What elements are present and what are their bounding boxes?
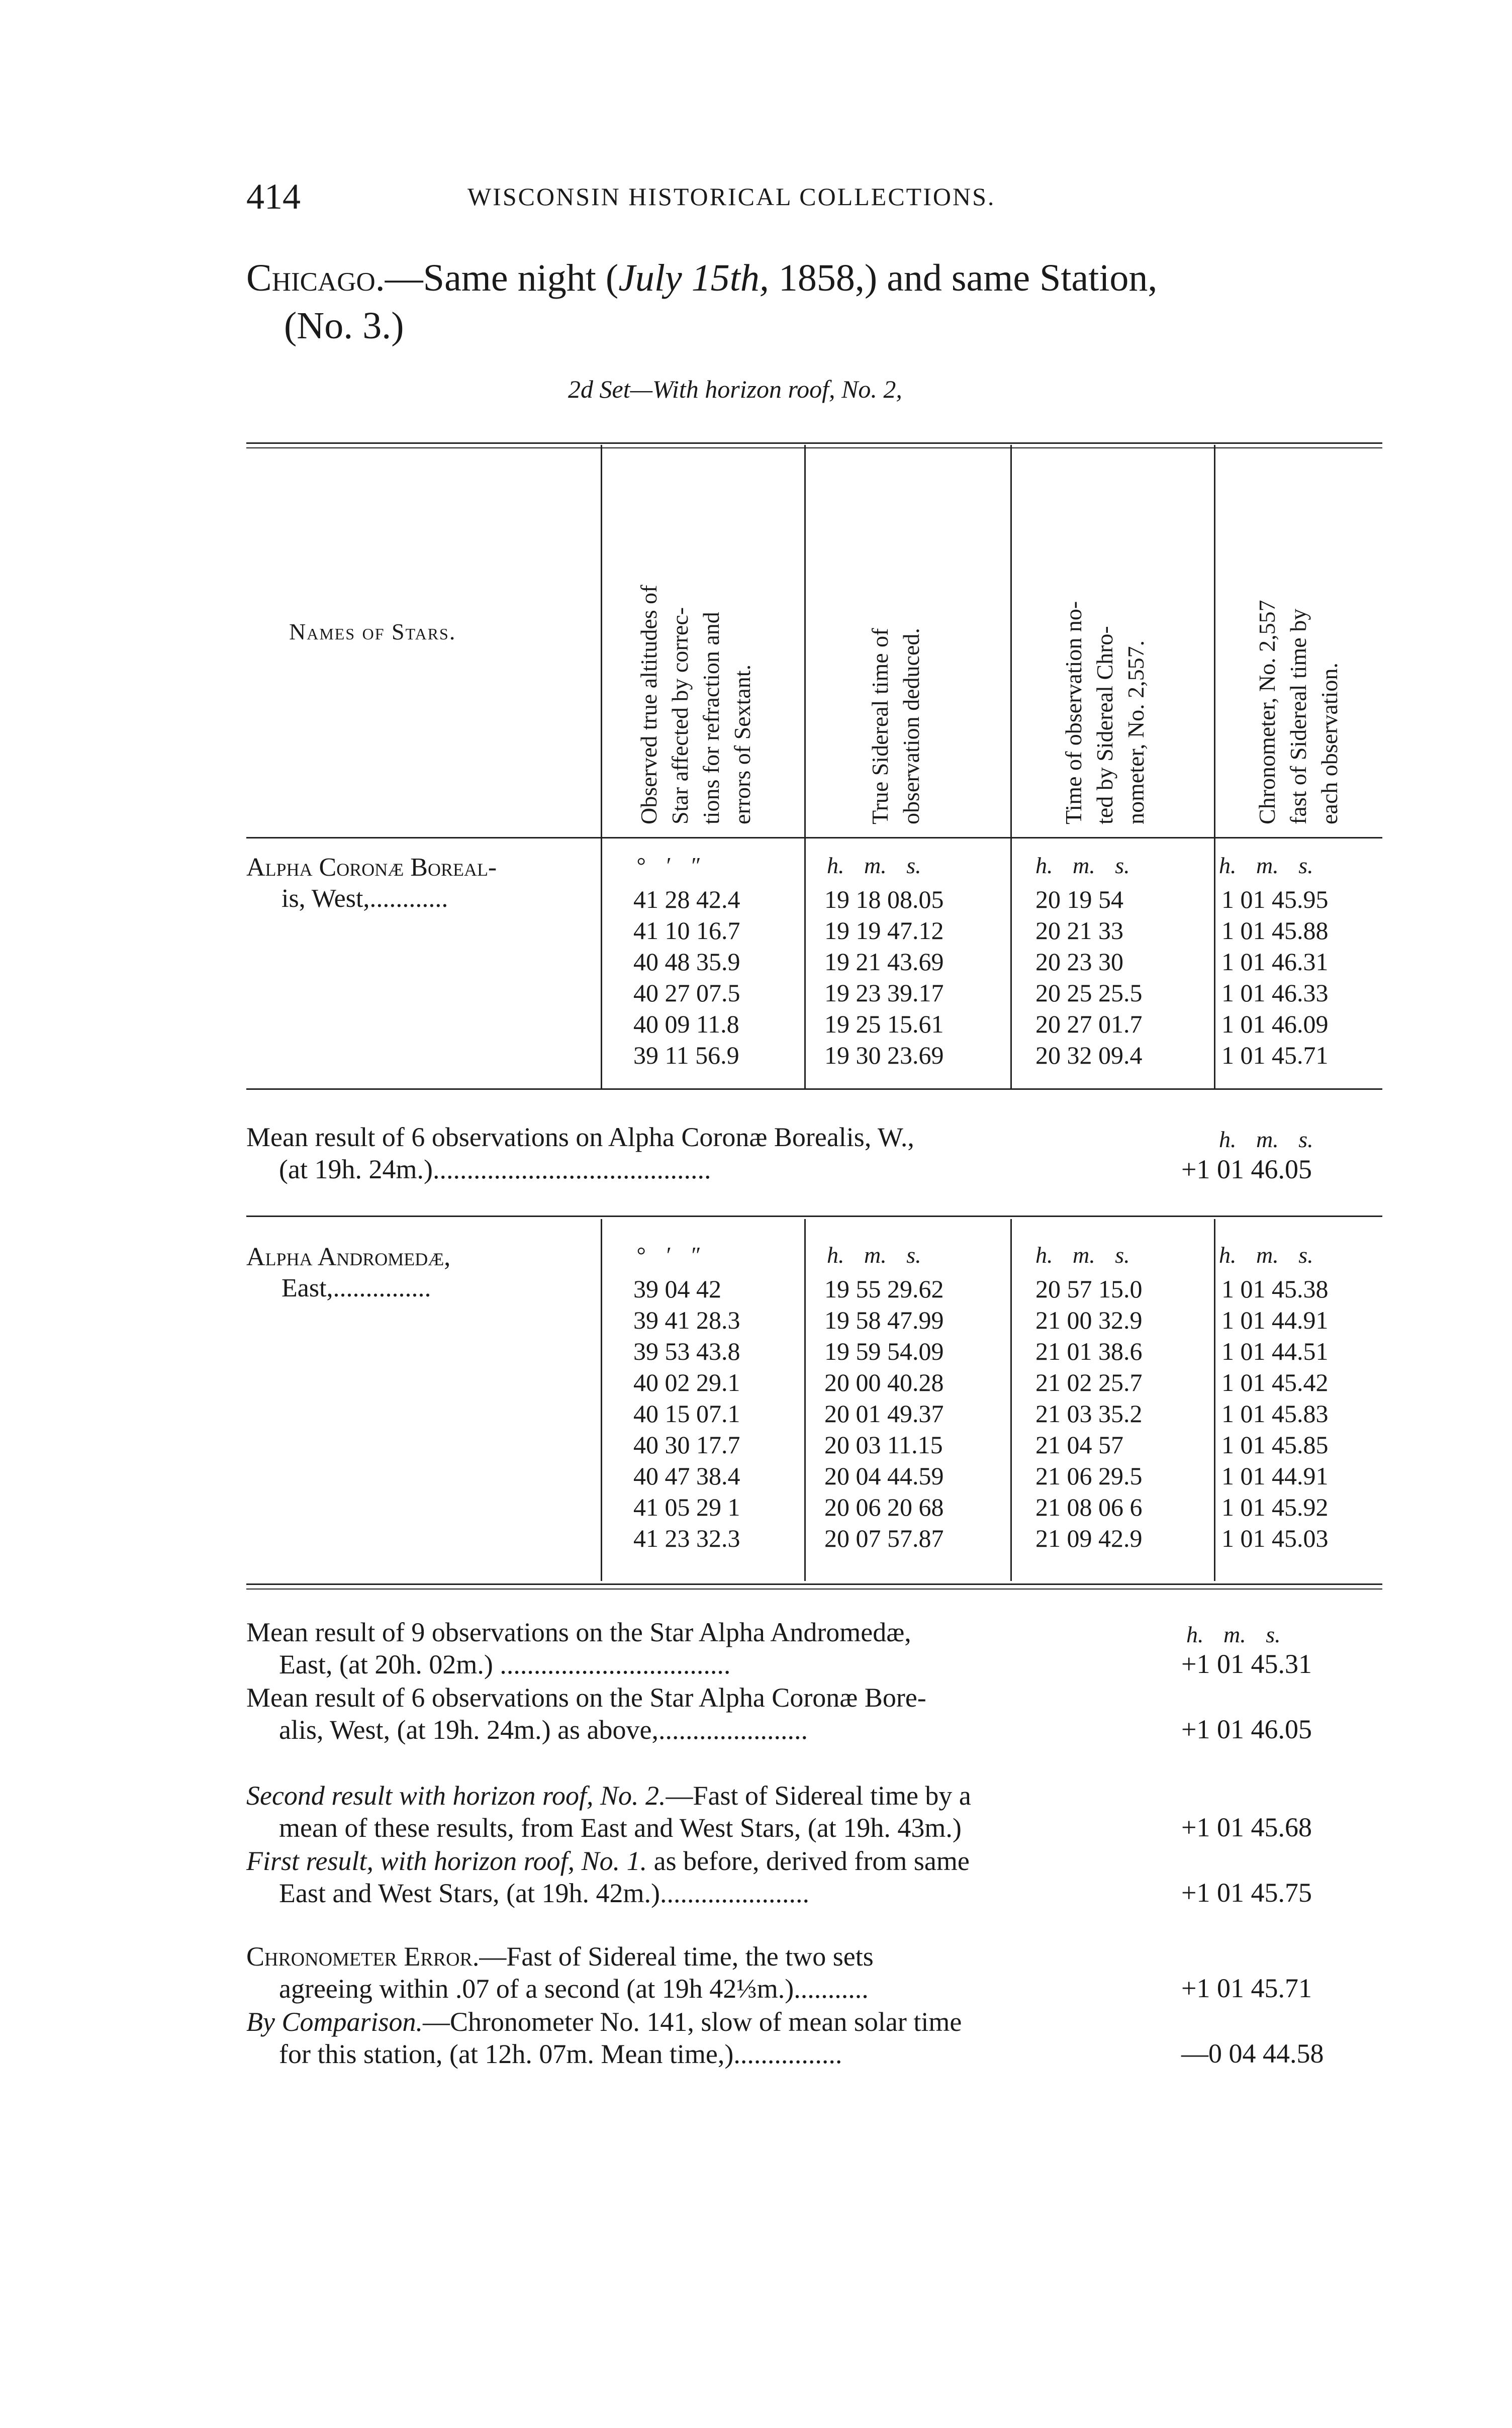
group1-rule [246, 1088, 1382, 1090]
table-cell: 21 03 35.2 [1035, 1399, 1143, 1428]
chron-value: +1 01 45.71 [1181, 1973, 1312, 2003]
table-cell: 21 04 57 [1035, 1431, 1123, 1459]
table-cell: 1 01 45.42 [1221, 1368, 1329, 1396]
table-cell: 40 15 07.1 [633, 1399, 740, 1428]
title-text-a: —Same night ( [385, 257, 619, 299]
units-time: h. m. s. [1219, 1242, 1313, 1268]
table-cell: 20 01 49.37 [824, 1399, 944, 1428]
table-top-rule-2 [246, 447, 1382, 448]
table-cell: 19 19 47.12 [824, 916, 944, 945]
table-cell: 40 02 29.1 [633, 1368, 740, 1396]
table-cell: 40 48 35.9 [633, 948, 740, 976]
units-time: h. m. s. [1035, 1242, 1130, 1268]
group2-bottom-rule-2 [246, 1589, 1382, 1590]
section-title-line2: (No. 3.) [284, 305, 404, 347]
column-header-sidereal: True Sidereal time of observation deduced. [867, 628, 924, 824]
table-cell: 1 01 46.31 [1221, 948, 1329, 976]
units-time: h. m. s. [827, 853, 921, 878]
table-cell: 21 01 38.6 [1035, 1337, 1143, 1365]
column-header-altitudes: Observed true altitudes of Star affected by correc- tions for refraction and errors of Sextant. [636, 585, 755, 824]
table-cell: 1 01 45.92 [1221, 1493, 1329, 1521]
table-cell: 20 00 40.28 [824, 1368, 944, 1396]
col-divider-4 [1214, 445, 1215, 1088]
mean3-value: +1 01 46.05 [1181, 1714, 1312, 1744]
table-cell: 20 25 25.5 [1035, 979, 1143, 1007]
table-cell: 19 18 08.05 [824, 885, 944, 913]
sidereal-column [824, 1273, 944, 1554]
mean2-value: +1 01 45.31 [1181, 1649, 1312, 1679]
column-header-names: Names of Stars. [289, 619, 456, 644]
mean-result-2: Mean result of 9 observations on the Star Alpha Andromedæ, East, (at 20h. 02m.) .................................. [246, 1617, 911, 1679]
column-header-fast: Chronometer, No. 2,557 fast of Sidereal time by each observation. [1254, 600, 1342, 824]
col-divider-1b [601, 1219, 602, 1581]
table-cell: 21 08 06 6 [1035, 1493, 1143, 1521]
units-time: h. m. s. [827, 1242, 921, 1268]
table-cell: 20 03 11.15 [824, 1431, 943, 1459]
table-cell: 40 27 07.5 [633, 979, 740, 1007]
table-cell: 40 09 11.8 [633, 1010, 739, 1038]
table-cell: 1 01 44.51 [1221, 1337, 1329, 1365]
summary-units: h. m. s. [1186, 1622, 1281, 1647]
table-cell: 20 21 33 [1035, 916, 1123, 945]
by-comparison: By Comparison.—Chronometer No. 141, slow of mean solar time for this station, (at 12h. 07m. Mean time,)................ [246, 2007, 962, 2069]
group2-bottom-rule [246, 1583, 1382, 1585]
table-cell: 40 47 38.4 [633, 1462, 740, 1490]
table-cell: 21 00 32.9 [1035, 1306, 1143, 1334]
table-cell: 40 30 17.7 [633, 1431, 740, 1459]
table-header-rule [246, 837, 1382, 838]
table-cell: 19 59 54.09 [824, 1337, 944, 1365]
table-cell: 1 01 45.38 [1221, 1275, 1329, 1303]
units-angle: ° ′ ″ [636, 1242, 700, 1268]
table-cell: 21 06 29.5 [1035, 1462, 1143, 1490]
table-cell: 39 04 42 [633, 1275, 721, 1303]
first-value: +1 01 45.75 [1181, 1878, 1312, 1908]
mean1-value: +1 01 46.05 [1181, 1154, 1312, 1184]
table-cell: 1 01 44.91 [1221, 1462, 1329, 1490]
table-cell: 19 58 47.99 [824, 1306, 944, 1334]
altitude-column [633, 884, 740, 1071]
table-cell: 21 02 25.7 [1035, 1368, 1143, 1396]
table-cell: 20 06 20 68 [824, 1493, 944, 1521]
table-top-rule [246, 442, 1382, 444]
units-time: h. m. s. [1219, 853, 1313, 878]
mean-result-1-text: Mean result of 6 observations on Alpha Coronæ Borealis, W., (at 19h. 24m.)......................................... [246, 1122, 914, 1184]
col-divider-1 [601, 445, 602, 1088]
mean-result-3: Mean result of 6 observations on the Star Alpha Coronæ Bore- alis, West, (at 19h. 24m.) as above,...................... [246, 1683, 926, 1745]
table-cell: 20 57 15.0 [1035, 1275, 1143, 1303]
table-cell: 20 19 54 [1035, 885, 1123, 913]
altitude-column [633, 1273, 740, 1554]
table-cell: 1 01 45.88 [1221, 916, 1329, 945]
title-date: July 15th, [618, 257, 769, 299]
col-divider-3 [1010, 445, 1012, 1088]
mean1-units: h. m. s. [1219, 1127, 1313, 1152]
table-cell: 1 01 44.91 [1221, 1306, 1329, 1334]
table-cell: 1 01 46.33 [1221, 979, 1329, 1007]
fast-column [1221, 1273, 1329, 1554]
title-text-b: 1858,) and same Station, [769, 257, 1158, 299]
second-value: +1 01 45.68 [1181, 1812, 1312, 1842]
first-result: First result, with horizon roof, No. 1. as before, derived from same East and West Stars, (at 19h. 42m.)...................... [246, 1846, 970, 1908]
table-cell: 41 23 32.3 [633, 1524, 740, 1552]
table-cell: 20 23 30 [1035, 948, 1123, 976]
table-cell: 41 05 29 1 [633, 1493, 740, 1521]
table-cell: 41 28 42.4 [633, 885, 740, 913]
fast-column [1221, 884, 1329, 1071]
table-cell: 1 01 46.09 [1221, 1010, 1329, 1038]
table-cell: 20 07 57.87 [824, 1524, 944, 1552]
table-cell: 19 23 39.17 [824, 979, 944, 1007]
units-time: h. m. s. [1035, 853, 1130, 878]
table-cell: 1 01 45.85 [1221, 1431, 1329, 1459]
table-cell: 39 41 28.3 [633, 1306, 740, 1334]
table-cell: 39 11 56.9 [633, 1041, 739, 1069]
chronometer-error: Chronometer Error.—Fast of Sidereal time, the two sets agreeing within .07 of a second (at 19h 42⅓m.)........... [246, 1941, 874, 2004]
table-cell: 39 53 43.8 [633, 1337, 740, 1365]
running-title: WISCONSIN HISTORICAL COLLECTIONS. [467, 182, 996, 211]
table-cell: 1 01 45.83 [1221, 1399, 1329, 1428]
comp-value: —0 04 44.58 [1181, 2038, 1324, 2069]
chronometer-column [1035, 1273, 1143, 1554]
title-place: Chicago. [246, 257, 385, 299]
col-divider-4b [1214, 1219, 1215, 1581]
table-cell: 19 25 15.61 [824, 1010, 944, 1038]
units-angle: ° ′ ″ [636, 853, 700, 878]
column-header-chronometer: Time of observation no- ted by Sidereal Chro- nometer, No. 2,557. [1061, 601, 1149, 824]
star-name-andromeda: Alpha Andromedæ, East,............... [246, 1243, 451, 1302]
table-cell: 19 21 43.69 [824, 948, 944, 976]
table-cell: 20 04 44.59 [824, 1462, 944, 1490]
table-cell: 1 01 45.95 [1221, 885, 1329, 913]
table-cell: 19 55 29.62 [824, 1275, 944, 1303]
table-cell: 20 32 09.4 [1035, 1041, 1143, 1069]
col-divider-3b [1010, 1219, 1012, 1581]
section-subtitle: 2d Set—With horizon roof, No. 2, [568, 375, 902, 403]
table-cell: 19 30 23.69 [824, 1041, 944, 1069]
chronometer-column [1035, 884, 1143, 1071]
table-cell: 20 27 01.7 [1035, 1010, 1143, 1038]
table-cell: 1 01 45.03 [1221, 1524, 1329, 1552]
sidereal-column [824, 884, 944, 1071]
page-number: 414 [246, 176, 301, 217]
col-divider-2b [804, 1219, 806, 1581]
table-cell: 41 10 16.7 [633, 916, 740, 945]
table-cell: 1 01 45.71 [1221, 1041, 1329, 1069]
group2-top-rule [246, 1216, 1382, 1217]
star-name-corona: Alpha Coronæ Boreal- is, West,............ [246, 853, 497, 913]
table-cell: 21 09 42.9 [1035, 1524, 1143, 1552]
col-divider-2 [804, 445, 806, 1088]
section-title [246, 256, 1157, 300]
second-result: Second result with horizon roof, No. 2.—Fast of Sidereal time by a mean of these results, from East and West Stars, (at 19h. 43m.) [246, 1781, 971, 1843]
